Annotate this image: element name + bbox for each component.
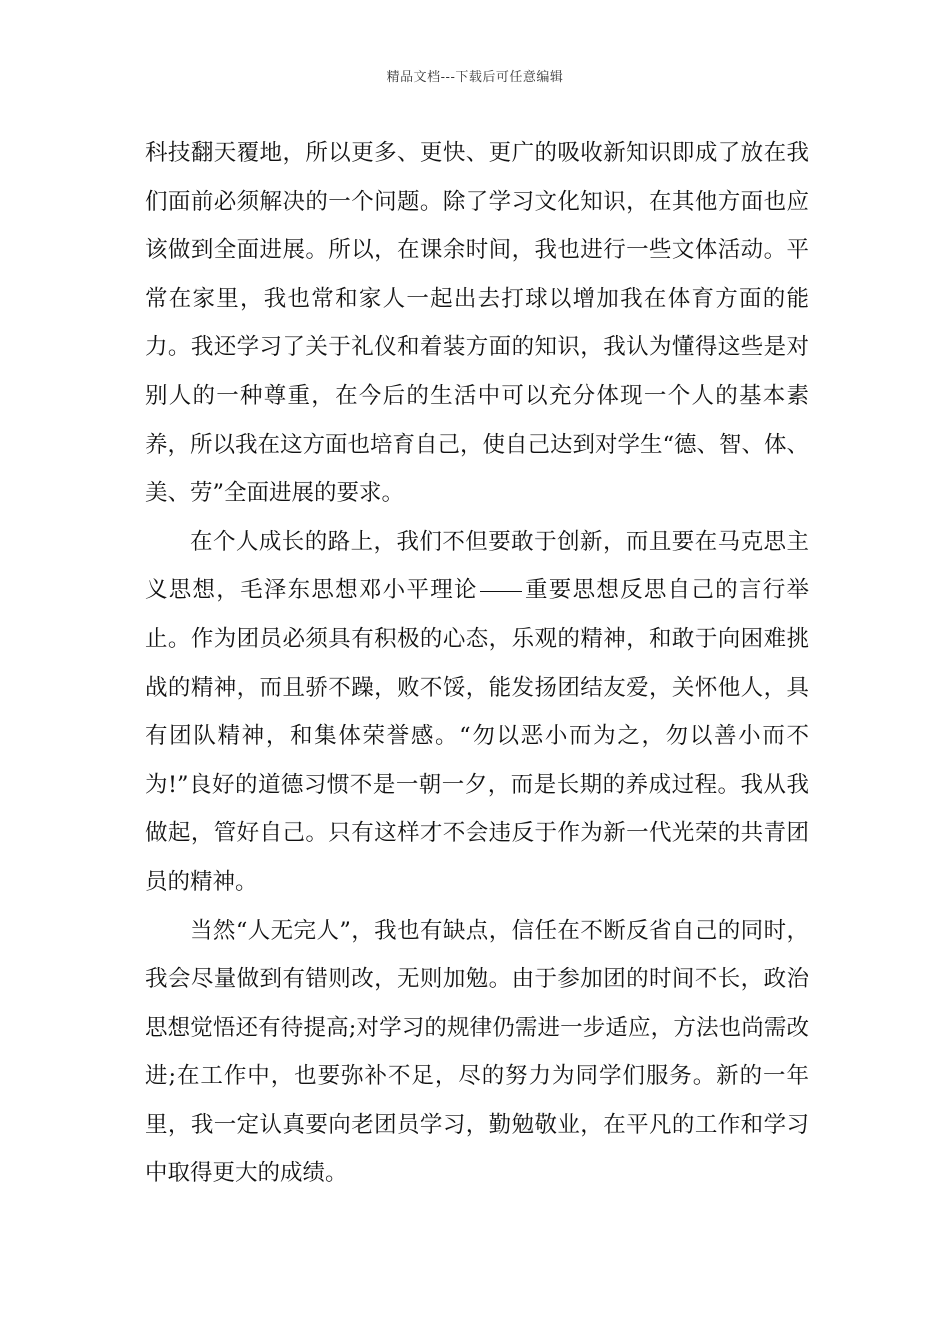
fill-in-blank: [480, 591, 522, 592]
page-header: 精品文档---下载后可任意编辑: [386, 70, 564, 85]
paragraph-2-text-before-blank: 在个人成长的路上，我们不但要敢于创新，而且要在马克思主义思想，毛泽东思想邓小平理论: [145, 528, 809, 604]
paragraph-2: [145, 518, 809, 907]
paragraph-1-text: 科技翻天覆地，所以更多、更快、更广的吸收新知识即成了放在我们面前必须解决的一个问题。除了学习文化知识，在其他方面也应该做到全面进展。所以，在课余时间，我也进行一些文体活动。平常在家里，我也常和家人一起出去打球以增加我在体育方面的能力。我还学习了关于礼仪和着装方面的知识，我认为懂得这些是对别人的一种尊重，在今后的生活中可以充分体现一个人的基本素养，所以我在这方面也培育自己，使自己达到对学生“德、智、体、美、劳”全面进展的要求。: [145, 140, 810, 507]
paragraph-3-text: 当然“人无完人”，我也有缺点，信任在不断反省自己的同时，我会尽量做到有错则改，无则加勉。由于参加团的时间不长，政治思想觉悟还有待提高;对学习的规律仍需进一步适应，方法也尚需改进;在工作中，也要弥补不足，尽的努力为同学们服务。新的一年里，我一定认真要向老团员学习，勤勉敬业，在平凡的工作和学习中取得更大的成绩。: [145, 917, 809, 1187]
paragraph-3: [145, 907, 809, 1199]
paragraph-1: [145, 129, 809, 518]
document-body: [145, 129, 809, 1198]
paragraph-2-text-after-blank: 重要思想反思自己的言行举止。作为团员必须具有积极的心态，乐观的精神，和敢于向困难挑战的精神，而且骄不躁，败不馁，能发扬团结友爱，关怀他人，具有团队精神，和集体荣誉感。“勿以恶小而为之，勿以善小而不为!”良好的道德习惯不是一朝一夕，而是长期的养成过程。我从我做起，管好自己。只有这样才不会违反于作为新一代光荣的共青团员的精神。: [145, 577, 809, 895]
